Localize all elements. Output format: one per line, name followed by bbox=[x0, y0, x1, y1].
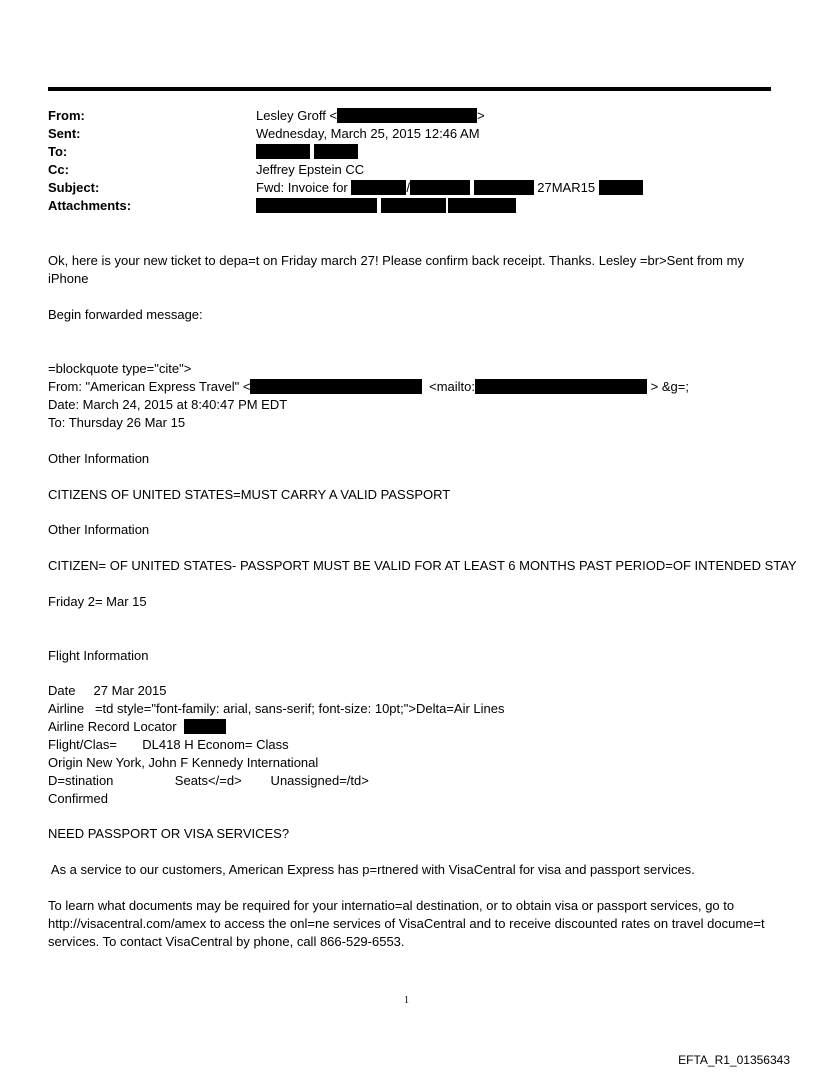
redaction-block bbox=[381, 198, 446, 213]
sent-value: Wednesday, March 25, 2015 12:46 AM bbox=[256, 126, 480, 141]
redaction-block bbox=[250, 379, 422, 394]
begin-forwarded: Begin forwarded message: bbox=[48, 307, 203, 322]
subject-value bbox=[256, 179, 643, 197]
page-number: 1 bbox=[404, 995, 409, 1006]
document-id: EFTA_R1_01356343 bbox=[678, 1053, 790, 1067]
confirmed-status: Confirmed bbox=[48, 791, 108, 806]
need-passport-heading: NEED PASSPORT OR VISA SERVICES? bbox=[48, 826, 290, 841]
redaction-block bbox=[410, 180, 470, 195]
subject-label: Subject: bbox=[48, 180, 100, 195]
origin-line: Origin New York, John F Kennedy International bbox=[48, 755, 319, 770]
forwarded-to: To: Thursday 26 Mar 15 bbox=[48, 415, 186, 430]
forwarded-from-suffix: > &g=; bbox=[650, 379, 689, 394]
flight-date: Date 27 Mar 2015 bbox=[48, 683, 167, 698]
learn-text: To learn what documents may be required for your internatio=al destination, or to obtain visa or passport services, go to http://visacentral.com/amex to access the onl=ne services of VisaCentral and to receive discounted rates on travel docume=t services. To contact VisaCentral by phone, call 866-529-6553. bbox=[48, 898, 765, 949]
redaction-block bbox=[314, 144, 358, 159]
mailto-prefix: <mailto: bbox=[429, 379, 475, 394]
airline-line: Airline =td style="font-family: arial, sans-serif; font-size: 10pt;">Delta=Air Lines bbox=[48, 701, 505, 716]
cc-value: Jeffrey Epstein CC bbox=[256, 162, 365, 177]
redaction-block bbox=[448, 198, 516, 213]
blockquote-text: =blockquote type="cite"> bbox=[48, 361, 192, 376]
redaction-block bbox=[351, 180, 406, 195]
other-information-1: Other Information bbox=[48, 451, 150, 466]
redaction-block bbox=[256, 198, 377, 213]
from-value bbox=[256, 107, 485, 125]
subject-date: 27MAR15 bbox=[537, 180, 596, 195]
attachments-value bbox=[256, 197, 516, 215]
intro-text: Ok, here is your new ticket to depa=t on Friday march 27! Please confirm back receipt. Thanks. Lesley =br>Sent from my iPhone bbox=[48, 253, 744, 286]
redaction-block bbox=[475, 379, 647, 394]
redaction-block bbox=[599, 180, 643, 195]
redaction-block bbox=[337, 108, 477, 123]
other-information-2: Other Information bbox=[48, 522, 150, 537]
redaction-block bbox=[184, 719, 226, 734]
from-name: Lesley Groff < bbox=[256, 108, 338, 123]
to-value bbox=[256, 143, 358, 161]
forwarded-from bbox=[48, 378, 689, 396]
forwarded-date: Date: March 24, 2015 at 8:40:47 PM EDT bbox=[48, 397, 288, 412]
from-label: From: bbox=[48, 108, 85, 123]
subject-prefix: Fwd: Invoice for bbox=[256, 180, 348, 195]
redaction-block bbox=[256, 144, 310, 159]
flight-information-heading: Flight Information bbox=[48, 648, 149, 663]
sent-label: Sent: bbox=[48, 126, 81, 141]
friday-date: Friday 2= Mar 15 bbox=[48, 594, 147, 609]
subject-slash: / bbox=[406, 180, 411, 195]
cc-label: Cc: bbox=[48, 162, 69, 177]
citizens-notice-1: CITIZENS OF UNITED STATES=MUST CARRY A VALID PASSPORT bbox=[48, 487, 451, 502]
destination-line: D=stination Seats</=d> Unassigned=/td> bbox=[48, 773, 369, 788]
flight-class-line: Flight/Clas= DL418 H Econom= Class bbox=[48, 737, 289, 752]
to-label: To: bbox=[48, 144, 68, 159]
record-locator-label: Airline Record Locator bbox=[48, 719, 177, 734]
from-close: > bbox=[477, 108, 485, 123]
header-rule bbox=[48, 87, 771, 91]
forwarded-from-prefix: From: "American Express Travel" < bbox=[48, 379, 251, 394]
record-locator-line bbox=[48, 718, 226, 736]
citizens-notice-2: CITIZEN= OF UNITED STATES- PASSPORT MUST BE VALID FOR AT LEAST 6 MONTHS PAST PERIOD=OF INTENDED STAY bbox=[48, 558, 797, 573]
redaction-block bbox=[474, 180, 534, 195]
service-text: As a service to our customers, American Express has p=rtnered with VisaCentral for visa and passport services. bbox=[48, 862, 695, 877]
attachments-label: Attachments: bbox=[48, 198, 132, 213]
